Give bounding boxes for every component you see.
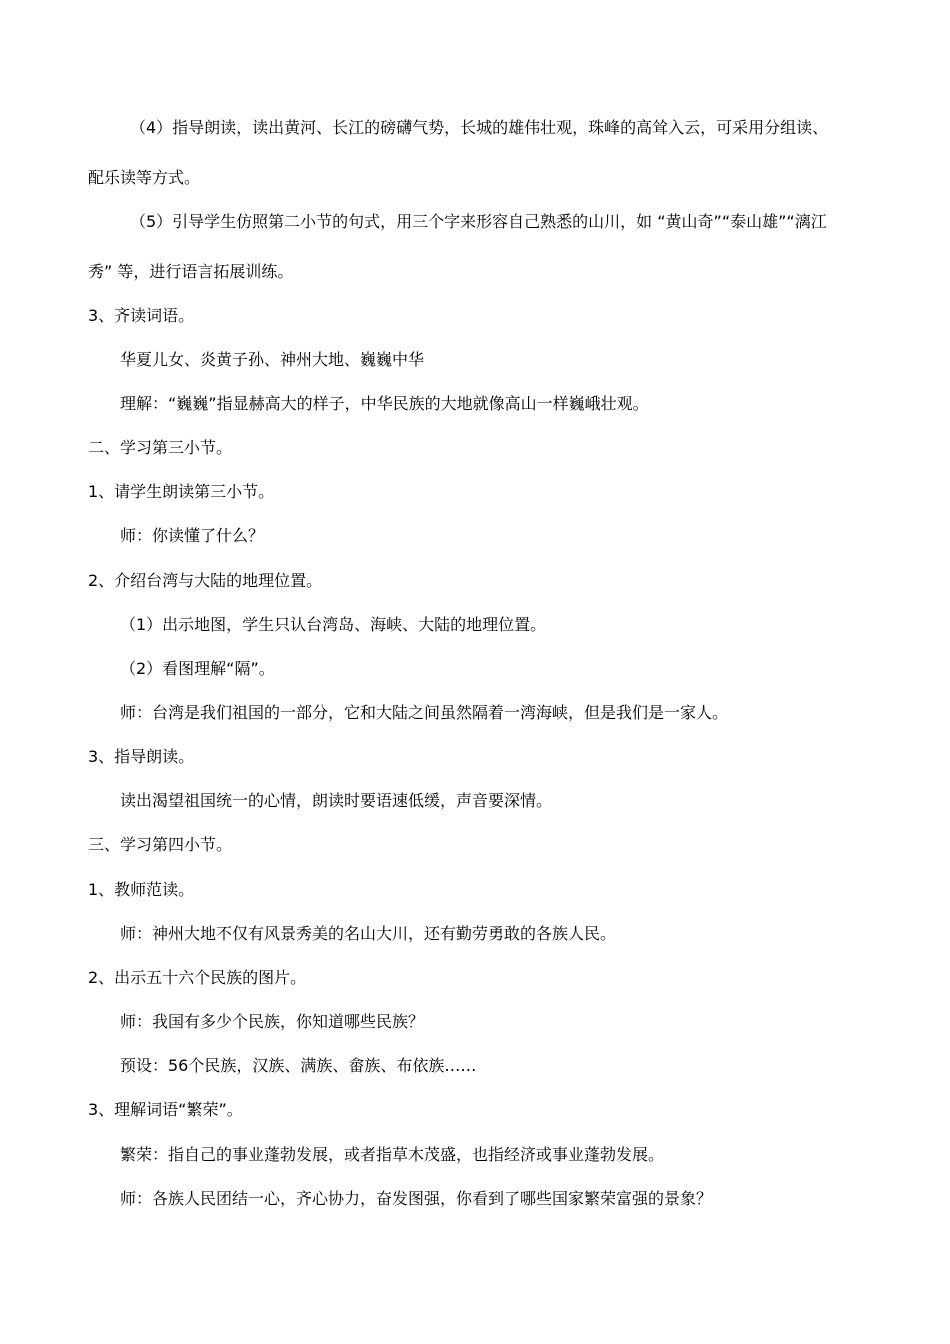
paragraph-line: 理解：“巍巍”指显赫高大的样子，中华民族的大地就像高山一样巍峨壮观。 [120,394,649,413]
paragraph-line: 师：神州大地不仅有风景秀美的名山大川，还有勤劳勇敢的各族人民。 [120,924,617,943]
section-heading: 二、学习第三小节。 [88,438,233,457]
paragraph-line: （1）出示地图，学生只认台湾岛、海峡、大陆的地理位置。 [120,615,547,634]
paragraph-line: （2）看图理解“隔”。 [120,659,275,678]
list-item: 3、理解词语“繁荣”。 [88,1100,243,1119]
list-item: 1、教师范读。 [88,880,195,899]
paragraph-line: 师：各族人民团结一心，齐心协力，奋发图强，你看到了哪些国家繁荣富强的景象？ [120,1189,713,1208]
paragraph-line: 秀” 等，进行语言拓展训练。 [88,262,294,281]
paragraph-line: 师：你读懂了什么？ [120,526,265,545]
list-item: 3、指导朗读。 [88,747,195,766]
paragraph-line: 师：我国有多少个民族，你知道哪些民族？ [120,1012,425,1031]
paragraph-line: 师：台湾是我们祖国的一部分，它和大陆之间虽然隔着一湾海峡，但是我们是一家人。 [120,703,729,722]
list-item: 2、介绍台湾与大陆的地理位置。 [88,571,323,590]
paragraph-line: （5）引导学生仿照第二小节的句式，用三个字来形容自己熟悉的山川，如 “黄山奇”“泰山雄”“漓江 [130,212,827,231]
paragraph-line: 配乐读等方式。 [88,168,201,187]
list-item: 2、出示五十六个民族的图片。 [88,968,307,987]
paragraph-line: 繁荣：指自己的事业蓬勃发展，或者指草木茂盛，也指经济或事业蓬勃发展。 [120,1145,665,1164]
list-item: 1、请学生朗读第三小节。 [88,482,275,501]
paragraph-line: （4）指导朗读，读出黄河、长江的磅礴气势，长城的雄伟壮观，珠峰的高耸入云，可采用分组读、 [130,118,829,137]
paragraph-line: 读出渴望祖国统一的心情，朗读时要语速低缓，声音要深情。 [120,791,553,810]
paragraph-line: 华夏儿女、炎黄子孙、神州大地、巍巍中华 [120,350,425,369]
list-item: 3、齐读词语。 [88,306,195,325]
paragraph-line: 预设：56个民族，汉族、满族、畲族、布依族…… [120,1056,477,1075]
section-heading: 三、学习第四小节。 [88,835,233,854]
